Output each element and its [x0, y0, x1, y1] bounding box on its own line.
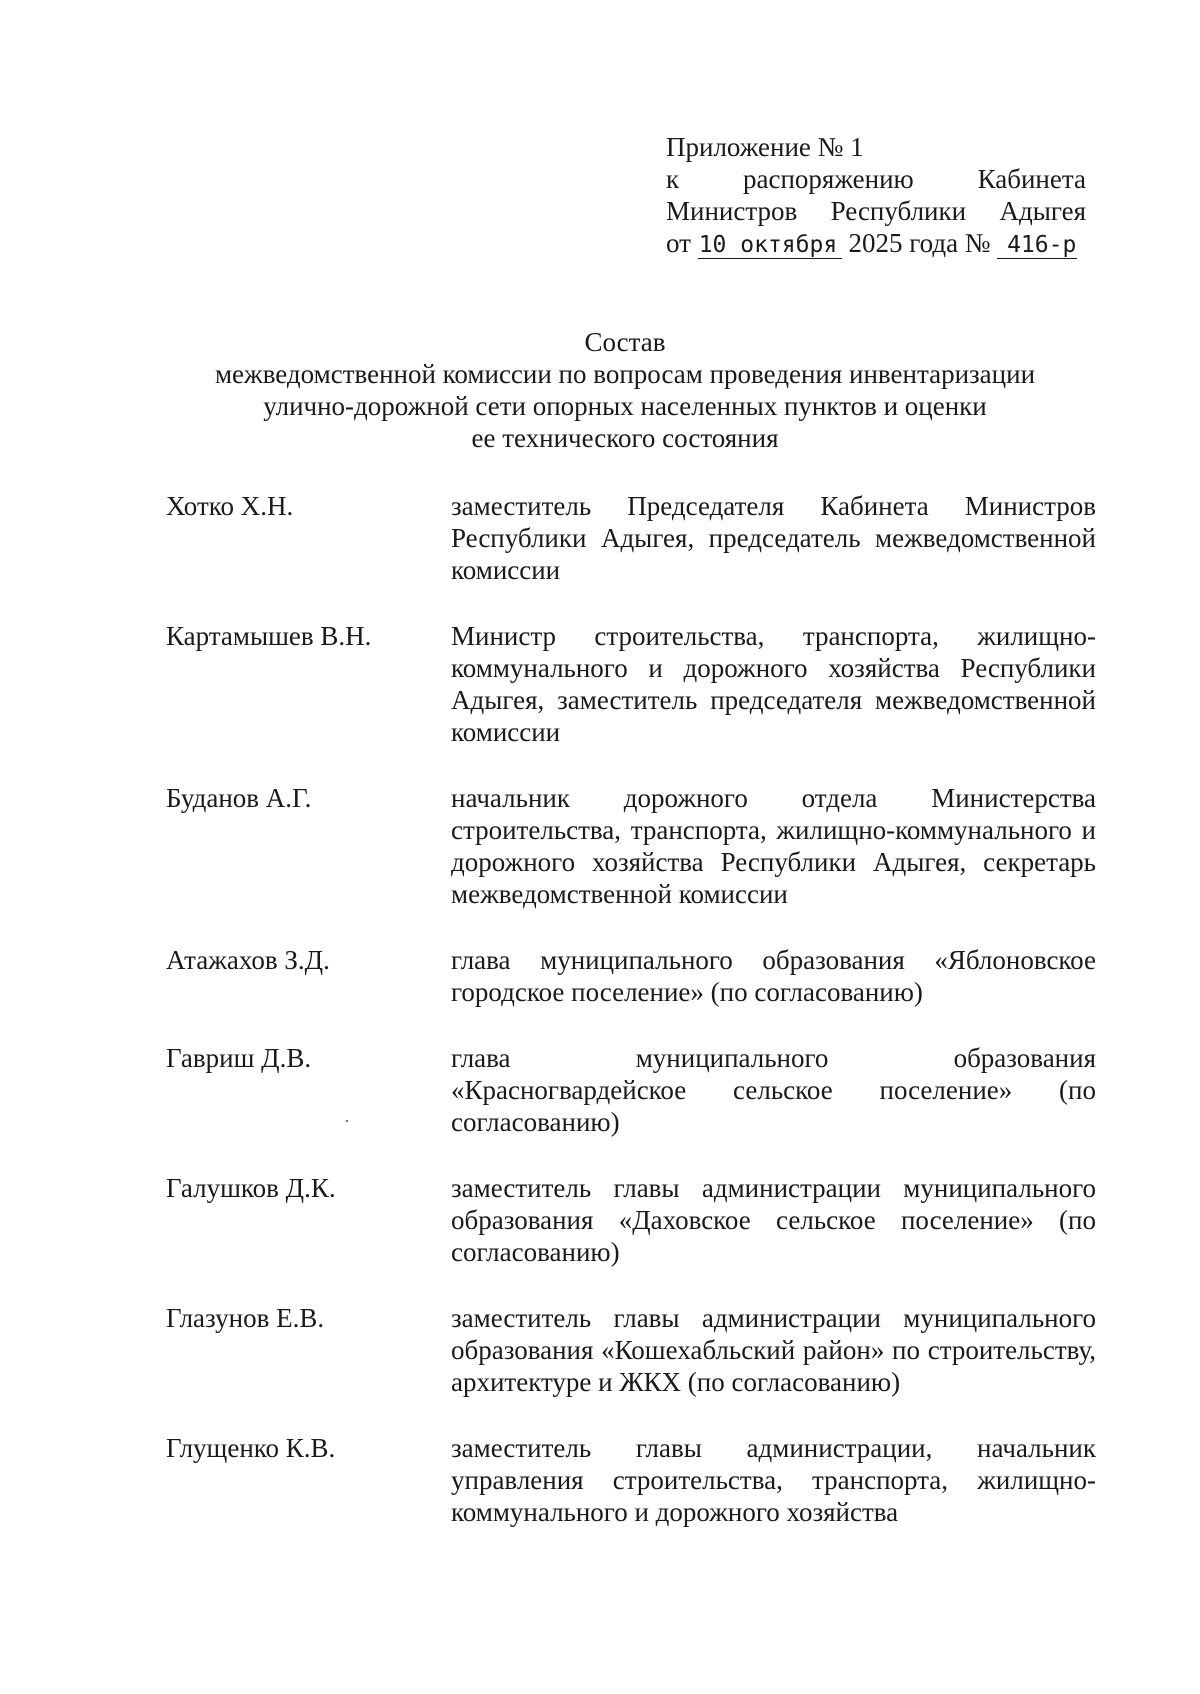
member-name: Хотко Х.Н.	[166, 491, 294, 521]
appendix-line-1: Приложение № 1	[666, 132, 864, 162]
appendix-word: Министров	[666, 196, 798, 226]
title-heading: Состав	[584, 327, 666, 357]
title-line-1: межведомственной комиссии по вопросам проведения инвентаризации	[214, 359, 1036, 389]
member-row	[166, 1302, 1096, 1398]
member-row	[166, 1042, 1096, 1138]
member-role: заместитель Председателя Кабинета Министров Республики Адыгея, председатель межведомственной комиссии	[451, 491, 1096, 585]
appendix-line-3	[666, 195, 1086, 227]
member-row	[166, 1172, 1096, 1268]
document-title	[150, 326, 1100, 454]
member-role: заместитель главы администрации муниципального образования «Кошехабльский район» по строительству, архитектуре и ЖКХ (по согласованию)	[451, 1303, 1096, 1397]
member-name: Глазунов Е.В.	[166, 1303, 325, 1333]
appendix-word: к	[666, 164, 680, 194]
scan-speck	[346, 1120, 348, 1122]
appendix-line-2	[666, 163, 1086, 195]
appendix-header	[666, 131, 1086, 259]
appendix-number-field: 416-р	[997, 232, 1077, 259]
member-name: Атажахов З.Д.	[166, 945, 330, 975]
member-role: глава муниципального образования «Красногвардейское сельское поселение» (по согласованию)	[451, 1043, 1096, 1137]
members-list	[166, 490, 1096, 1562]
appendix-line-4	[666, 227, 1086, 259]
appendix-date-prefix: от	[666, 228, 691, 258]
member-role: заместитель главы администрации, начальник управления строительства, транспорта, жилищно-коммунального и дорожного хозяйства	[451, 1433, 1096, 1527]
member-name: Буданов А.Г.	[166, 783, 312, 813]
appendix-year-number-label: 2025 года №	[848, 228, 991, 258]
appendix-word: Кабинета	[977, 164, 1086, 194]
appendix-word: Адыгея	[999, 196, 1086, 226]
member-name: Гавриш Д.В.	[166, 1043, 312, 1073]
member-row	[166, 782, 1096, 910]
member-name: Глущенко К.В.	[166, 1433, 336, 1463]
member-row	[166, 490, 1096, 586]
member-role: заместитель главы администрации муниципального образования «Даховское сельское поселение» (по согласованию)	[451, 1173, 1096, 1267]
appendix-date-field: 10 октября	[698, 232, 842, 259]
member-name: Картамышев В.Н.	[166, 621, 372, 651]
member-name: Галушков Д.К.	[166, 1173, 336, 1203]
member-role: начальник дорожного отдела Министерства строительства, транспорта, жилищно-коммунального и дорожного хозяйства Республики Адыгея, секретарь межведомственной комиссии	[451, 783, 1096, 909]
member-role: глава муниципального образования «Яблоновское городское поселение» (по согласованию)	[451, 945, 1096, 1007]
member-row	[166, 1432, 1096, 1528]
appendix-word: распоряжению	[743, 164, 914, 194]
title-line-2: улично-дорожной сети опорных населенных пунктов и оценки	[263, 391, 987, 421]
title-line-3: ее технического состояния	[471, 423, 779, 453]
member-row	[166, 620, 1096, 748]
appendix-word: Республики	[830, 196, 967, 226]
member-role: Министр строительства, транспорта, жилищно-коммунального и дорожного хозяйства Республики Адыгея, заместитель председателя межведомственной комиссии	[451, 621, 1096, 747]
member-row	[166, 944, 1096, 1008]
